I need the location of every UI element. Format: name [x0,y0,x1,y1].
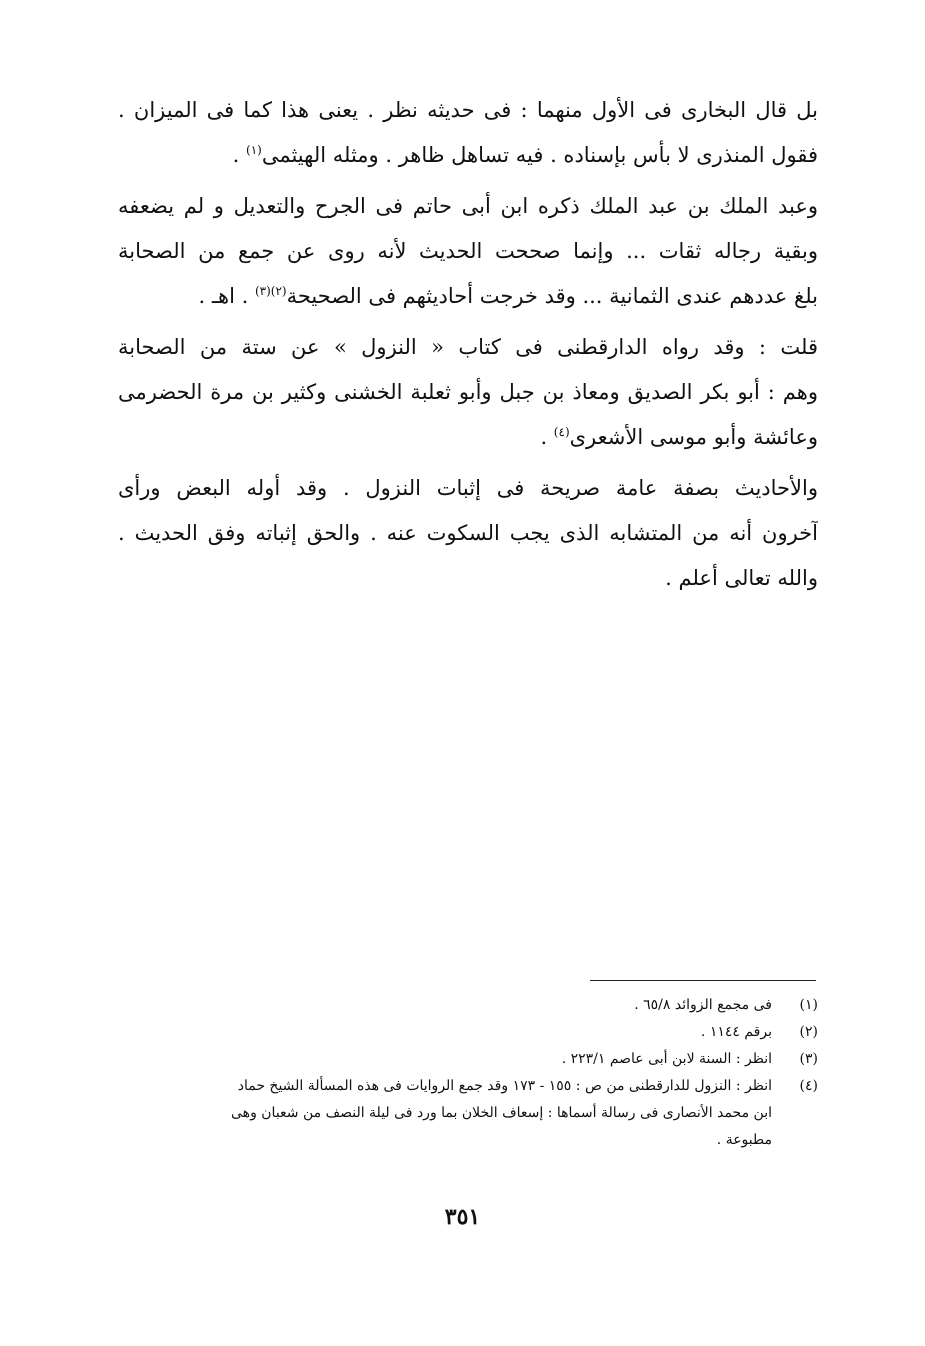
text-line [118,133,818,178]
text-line-content: وعائشة وأبو موسى الأشعرى [569,425,818,449]
footnote-number: (٣) [799,1051,818,1067]
footnote-line: انظر : النزول للدارقطنى من ص : ١٥٥ - ١٧٣ وقد جمع الروايات فى هذه المسألة الشيخ حماد [237,1078,772,1094]
footnote-line: فى مجمع الزوائد ٦٥/٨ . [634,997,772,1013]
footnote-text [118,1019,772,1046]
text-line: بل قال البخارى فى الأول منهما : فى حديثه نظر . يعنى هذا كما فى الميزان . [118,98,818,122]
text-line-tail: . [232,143,246,167]
paragraph-4 [118,466,818,601]
footnote-line: مطبوعة . [716,1132,772,1148]
text-line-tail: . [540,425,554,449]
paragraph-2 [118,184,818,319]
text-line: وبقية رجاله ثقات ... وإنما صححت الحديث لأنه روى عن جمع من الصحابة [118,239,818,263]
footnote-item [118,1019,818,1046]
footnote-item [118,992,818,1019]
footnote-reference: (٤) [553,425,570,439]
text-line [118,415,818,460]
footnote-number: (٢) [799,1024,818,1040]
text-line-content: فقول المنذرى لا بأس بإسناده . فيه تساهل ظاهر . ومثله الهيثمى [261,143,818,167]
footnote-number: (١) [799,997,818,1013]
footnote-reference: (١) [246,143,262,157]
footnotes-section [118,992,818,1154]
footnote-reference: (٢)(٣) [254,284,287,298]
footnote-item [118,1073,818,1154]
main-text-body [118,88,818,607]
footnote-text [118,1046,772,1073]
text-line [118,274,818,319]
footnote-text [118,992,772,1019]
text-line-content: بلغ عددهم عندى الثمانية ... وقد خرجت أحاديثهم فى الصحيحة [286,284,818,308]
text-line: وعبد الملك بن عبد الملك ذكره ابن أبى حاتم فى الجرح والتعديل و لم يضعفه [118,194,818,218]
text-line: والله تعالى أعلم . [665,566,818,590]
footnote-item [118,1046,818,1073]
text-line: آخرون أنه من المتشابه الذى يجب السكوت عنه . والحق إثباته وفق الحديث . [118,521,818,545]
text-line-tail: . اهـ . [198,284,255,308]
text-line: والأحاديث بصفة عامة صريحة فى إثبات النزول . وقد أوله البعض ورأى [118,476,818,500]
footnote-number: (٤) [799,1078,818,1094]
paragraph-1 [118,88,818,178]
page-number: ٣٥١ [444,1204,481,1230]
text-line: وهم : أبو بكر الصديق ومعاذ بن جبل وأبو ثعلبة الخشنى وكثير بن مرة الحضرمى [118,380,818,404]
footnote-text [118,1073,772,1154]
text-line: قلت : وقد رواه الدارقطنى فى كتاب « النزول » عن ستة من الصحابة [118,335,818,359]
footnote-line: انظر : السنة لابن أبى عاصم ٢٢٣/١ . [561,1051,772,1067]
footnote-separator [590,980,816,981]
paragraph-3 [118,325,818,460]
footnote-line: ابن محمد الأنصارى فى رسالة أسماها : إسعاف الخلان بما ورد فى ليلة النصف من شعبان وهى [231,1105,772,1121]
footnote-line: برقم ١١٤٤ . [700,1024,772,1040]
